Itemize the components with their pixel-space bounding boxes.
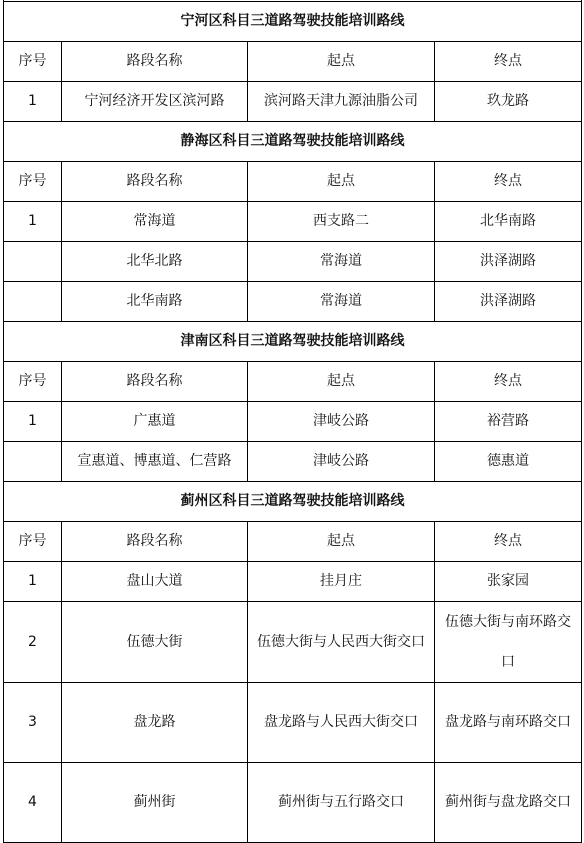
cell-end: 玖龙路 [435, 81, 582, 121]
cell-start: 西支路二 [248, 201, 435, 241]
header-end: 终点 [435, 41, 582, 81]
route-table-sheet [3, 0, 581, 843]
cell-segment: 北华南路 [62, 281, 248, 321]
cell-segment: 宣惠道、博惠道、仁营路 [62, 441, 248, 481]
cell-end: 裕营路 [435, 401, 582, 441]
section-title-row [4, 1, 582, 41]
section-title: 蓟州区科目三道路驾驶技能培训路线 [4, 481, 582, 521]
section-title-row [4, 321, 582, 361]
cell-segment: 北华北路 [62, 241, 248, 281]
cell-start: 盘龙路与人民西大街交口 [248, 682, 435, 762]
cell-start: 常海道 [248, 281, 435, 321]
header-segment: 路段名称 [62, 161, 248, 201]
cell-end: 洪泽湖路 [435, 281, 582, 321]
section-title: 宁河区科目三道路驾驶技能培训路线 [4, 1, 582, 41]
section-title-row [4, 121, 582, 161]
cell-end: 伍德大街与南环路交口 [435, 601, 582, 682]
table-row [4, 281, 582, 321]
cell-segment: 盘龙路 [62, 682, 248, 762]
cell-no [4, 441, 62, 481]
table-row [4, 201, 582, 241]
header-start: 起点 [248, 521, 435, 561]
cell-end: 北华南路 [435, 201, 582, 241]
header-no: 序号 [4, 361, 62, 401]
training-route-table [3, 0, 582, 843]
cell-end: 德惠道 [435, 441, 582, 481]
header-no: 序号 [4, 521, 62, 561]
cell-segment: 伍德大街 [62, 601, 248, 682]
header-segment: 路段名称 [62, 521, 248, 561]
header-start: 起点 [248, 361, 435, 401]
cell-no: 1 [4, 561, 62, 601]
table-row [4, 601, 582, 682]
header-start: 起点 [248, 161, 435, 201]
header-end: 终点 [435, 361, 582, 401]
header-no: 序号 [4, 41, 62, 81]
cell-start: 津岐公路 [248, 441, 435, 481]
cell-end: 蓟州街与盘龙路交口 [435, 762, 582, 842]
cell-no [4, 241, 62, 281]
header-end: 终点 [435, 521, 582, 561]
table-row [4, 441, 582, 481]
cell-segment: 蓟州街 [62, 762, 248, 842]
header-end: 终点 [435, 161, 582, 201]
header-no: 序号 [4, 161, 62, 201]
section-title: 静海区科目三道路驾驶技能培训路线 [4, 121, 582, 161]
header-row [4, 361, 582, 401]
header-start: 起点 [248, 41, 435, 81]
cell-segment: 盘山大道 [62, 561, 248, 601]
cell-start: 伍德大街与人民西大街交口 [248, 601, 435, 682]
table-row [4, 762, 582, 842]
cell-start: 挂月庄 [248, 561, 435, 601]
header-row [4, 41, 582, 81]
cell-start: 常海道 [248, 241, 435, 281]
cell-end: 洪泽湖路 [435, 241, 582, 281]
table-row [4, 682, 582, 762]
table-row [4, 81, 582, 121]
cell-no: 1 [4, 81, 62, 121]
header-row [4, 521, 582, 561]
section-title-row [4, 481, 582, 521]
table-row [4, 241, 582, 281]
table-row [4, 401, 582, 441]
cell-start: 蓟州街与五行路交口 [248, 762, 435, 842]
section-title: 津南区科目三道路驾驶技能培训路线 [4, 321, 582, 361]
cell-start: 津岐公路 [248, 401, 435, 441]
cell-no: 1 [4, 201, 62, 241]
cell-segment: 广惠道 [62, 401, 248, 441]
header-row [4, 161, 582, 201]
cell-segment: 宁河经济开发区滨河路 [62, 81, 248, 121]
cell-segment: 常海道 [62, 201, 248, 241]
cell-no: 1 [4, 401, 62, 441]
header-segment: 路段名称 [62, 41, 248, 81]
cell-no [4, 281, 62, 321]
cell-no: 2 [4, 601, 62, 682]
header-segment: 路段名称 [62, 361, 248, 401]
table-row [4, 561, 582, 601]
cell-end: 张家园 [435, 561, 582, 601]
cell-start: 滨河路天津九源油脂公司 [248, 81, 435, 121]
cell-no: 4 [4, 762, 62, 842]
cell-no: 3 [4, 682, 62, 762]
cell-end: 盘龙路与南环路交口 [435, 682, 582, 762]
